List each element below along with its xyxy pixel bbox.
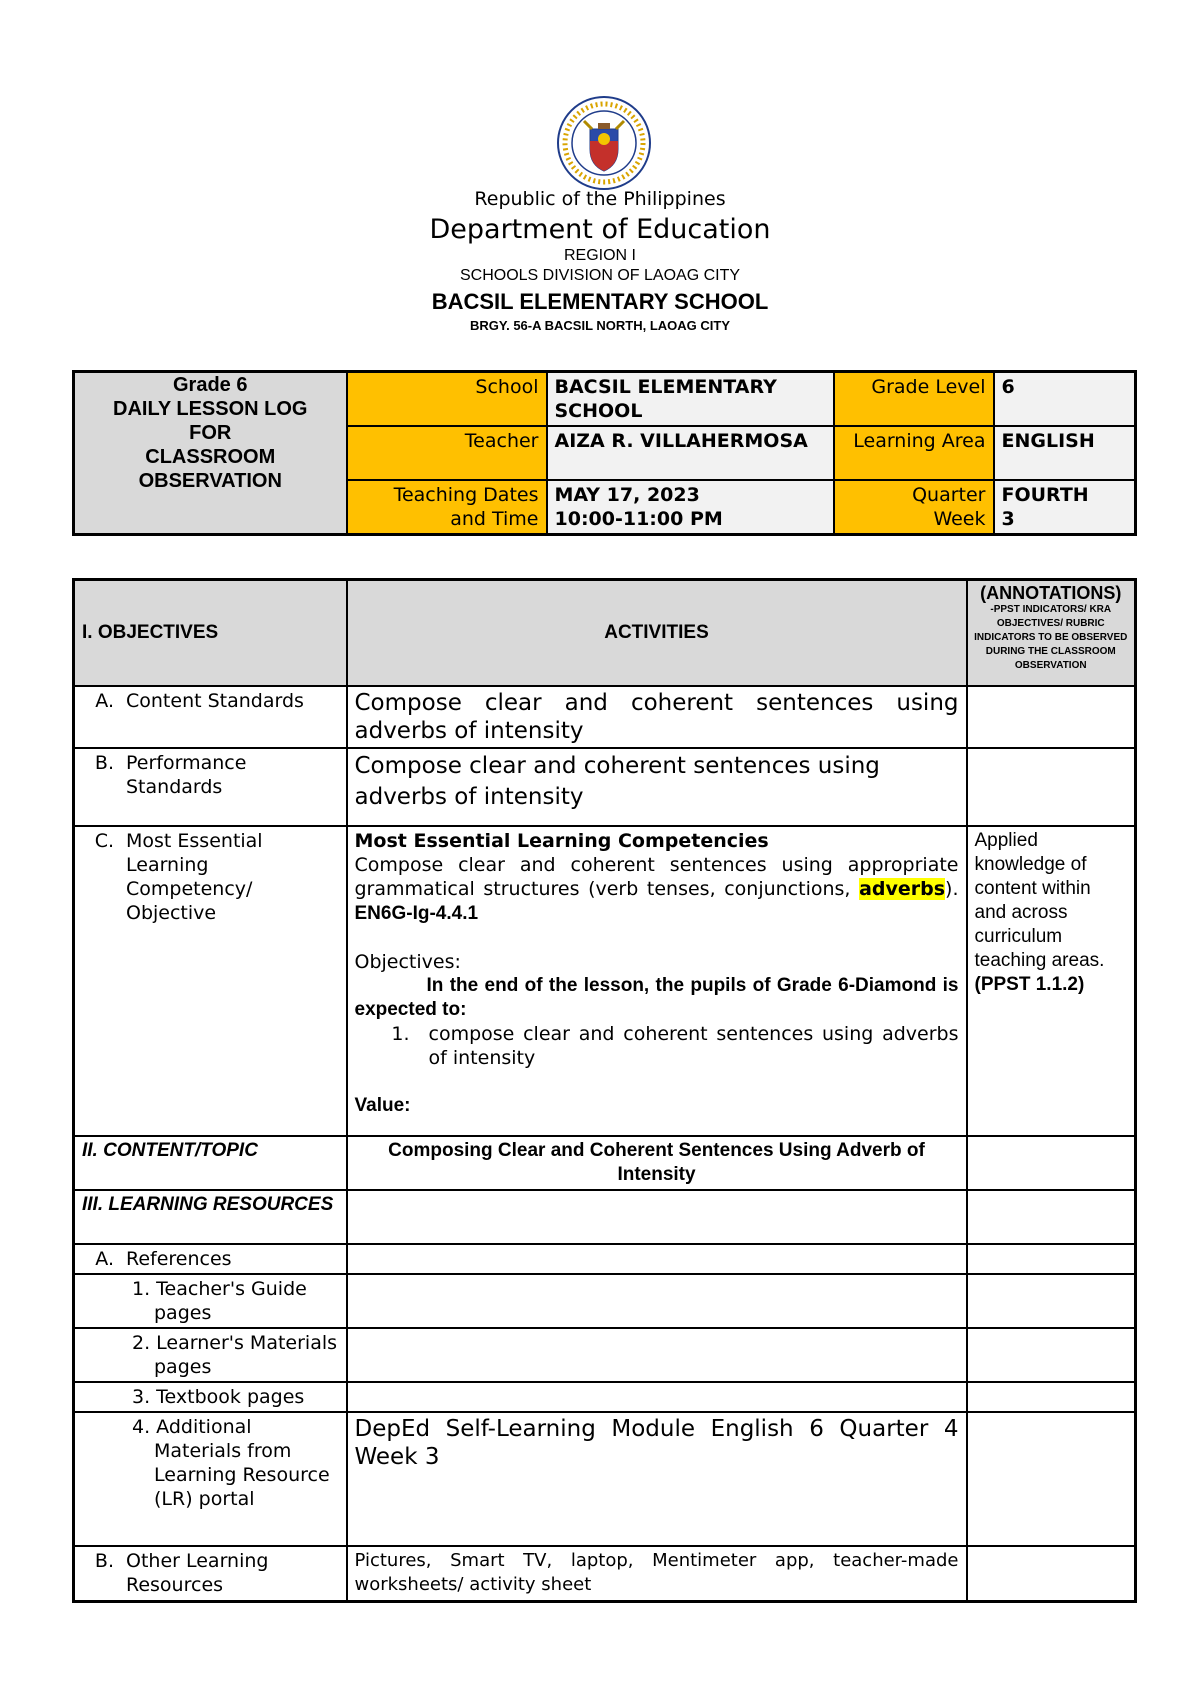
learners-materials-cell — [74, 1328, 347, 1382]
teachers-guide-activity — [347, 1274, 967, 1328]
deped-seal-logo — [556, 95, 652, 191]
teacher-label: Teacher — [347, 426, 547, 480]
teachers-guide-label: 1. Teacher's Guide pages — [132, 1277, 307, 1324]
value-label: Value: — [354, 1094, 411, 1116]
textbook-annotation — [967, 1382, 1136, 1412]
performance-standards-label-cell — [74, 748, 347, 826]
item-marker: B. — [94, 751, 114, 774]
week-label: Week — [933, 508, 986, 530]
teachers-guide-annotation — [967, 1274, 1136, 1328]
additional-materials-cell — [74, 1412, 347, 1546]
week-value: 3 — [1001, 508, 1015, 530]
teacher-value: AIZA R. VILLAHERMOSA — [547, 426, 834, 480]
learning-resources-annotation — [967, 1190, 1136, 1244]
title-line: DAILY LESSON LOG — [113, 398, 308, 420]
objective-marker: 1. — [391, 1022, 410, 1045]
other-resources-annotation — [967, 1546, 1136, 1602]
additional-materials-activity: DepEd Self-Learning Module English 6 Quarter 4 Week 3 — [347, 1412, 967, 1546]
melc-annotation-code: (PPST 1.1.2) — [974, 973, 1085, 995]
additional-materials-label: 4. Additional Materials from Learning Resource (LR) portal — [132, 1415, 330, 1510]
grade-level-value: 6 — [994, 372, 1136, 427]
content-standards-label: Content Standards — [126, 689, 304, 712]
other-resources-label: Other Learning Resources — [126, 1549, 269, 1596]
melc-highlight: adverbs — [859, 877, 946, 900]
learning-resources-activity — [347, 1190, 967, 1244]
melc-text-after: ). — [945, 877, 959, 900]
melc-label: Most Essential Learning Competency/ Objective — [126, 829, 263, 924]
quarter-week-label — [834, 480, 994, 535]
objectives-label: Objectives: — [354, 950, 461, 973]
content-standards-annotation — [967, 686, 1136, 748]
objective-item — [355, 1022, 959, 1070]
learning-resources-label: III. LEARNING RESOURCES — [74, 1190, 347, 1244]
textbook-label: 3. Textbook pages — [132, 1385, 305, 1408]
republic-line: Republic of the Philippines — [474, 188, 726, 210]
annotations-header-cell — [967, 580, 1136, 686]
references-label: References — [126, 1247, 232, 1270]
quarter-value: FOURTH — [1001, 484, 1089, 506]
time-value: 10:00-11:00 PM — [554, 508, 723, 530]
melc-activity-cell — [347, 826, 967, 1136]
title-line: CLASSROOM — [145, 446, 276, 468]
activities-header: ACTIVITIES — [347, 580, 967, 686]
school-name: BACSIL ELEMENTARY SCHOOL — [431, 289, 769, 314]
grade-level-label: Grade Level — [834, 372, 994, 427]
references-annotation — [967, 1244, 1136, 1274]
item-marker: C. — [94, 829, 114, 852]
melc-code: EN6G-Ig-4.4.1 — [354, 902, 479, 924]
objectives-intro: In the end of the lesson, the pupils of Grade 6-Diamond is expected to: — [354, 974, 959, 1020]
textbook-cell — [74, 1382, 347, 1412]
melc-annotation-text: Applied knowledge of content within and across curriculum teaching areas. — [974, 829, 1105, 971]
division-name: SCHOOLS DIVISION OF LAOAG CITY — [459, 267, 741, 284]
item-marker: B. — [94, 1549, 114, 1572]
melc-annotation-cell — [967, 826, 1136, 1136]
objectives-header: I. OBJECTIVES — [74, 580, 347, 686]
item-marker: A. — [95, 1247, 114, 1270]
content-topic-annotation — [967, 1136, 1136, 1190]
melc-text: Compose clear and coherent sentences using appropriate grammatical structures (verb tenses, conjunctions, — [354, 853, 959, 900]
annotations-subheader: -PPST INDICATORS/ KRA OBJECTIVES/ RUBRIC INDICATORS TO BE OBSERVED DURING THE CLASSROOM OBSERVATION — [974, 604, 1128, 671]
dll-title-cell — [74, 372, 347, 535]
teachers-guide-cell — [74, 1274, 347, 1328]
learners-materials-activity — [347, 1328, 967, 1382]
lesson-plan-table — [72, 578, 1137, 1603]
additional-materials-annotation — [967, 1412, 1136, 1546]
content-standards-activity: Compose clear and coherent sentences using adverbs of intensity — [347, 686, 967, 748]
school-address: BRGY. 56-A BACSIL NORTH, LAOAG CITY — [469, 318, 731, 333]
textbook-activity — [347, 1382, 967, 1412]
dates-label: Teaching Dates and Time — [347, 480, 547, 535]
title-line: FOR — [189, 422, 232, 444]
references-label-cell — [74, 1244, 347, 1274]
quarter-label: Quarter — [912, 484, 986, 506]
other-resources-activity: Pictures, Smart TV, laptop, Mentimeter app, teacher-made worksheets/ activity sheet — [347, 1546, 967, 1602]
melc-competency — [355, 853, 959, 926]
performance-standards-activity: Compose clear and coherent sentences using adverbs of intensity — [347, 748, 967, 826]
department-name: Department of Education — [429, 214, 771, 245]
references-activity — [347, 1244, 967, 1274]
learning-area-label: Learning Area — [834, 426, 994, 480]
grade-title: Grade 6 — [173, 374, 248, 396]
performance-standards-annotation — [967, 748, 1136, 826]
learners-materials-label: 2. Learner's Materials pages — [132, 1331, 338, 1378]
lesson-info-table — [72, 370, 1137, 536]
quarter-week-value — [994, 480, 1136, 535]
content-topic-activity: Composing Clear and Coherent Sentences Using Adverb of Intensity — [347, 1136, 967, 1190]
melc-heading: Most Essential Learning Competencies — [354, 829, 769, 852]
date-value: MAY 17, 2023 — [554, 484, 700, 506]
objective-text: compose clear and coherent sentences using adverbs of intensity — [428, 1022, 959, 1069]
region-name: REGION I — [563, 247, 636, 264]
content-standards-label-cell — [74, 686, 347, 748]
date-time-value — [547, 480, 834, 535]
learners-materials-annotation — [967, 1328, 1136, 1382]
performance-standards-label: Performance Standards — [126, 751, 247, 798]
annotations-header: (ANNOTATIONS) — [980, 583, 1122, 603]
learning-area-value: ENGLISH — [994, 426, 1136, 480]
school-label: School — [347, 372, 547, 427]
other-resources-label-cell — [74, 1546, 347, 1602]
content-topic-label: II. CONTENT/TOPIC — [74, 1136, 347, 1190]
item-marker: A. — [95, 689, 114, 712]
title-line: OBSERVATION — [138, 470, 282, 492]
school-value: BACSIL ELEMENTARY SCHOOL — [547, 372, 834, 427]
melc-label-cell — [74, 826, 347, 1136]
